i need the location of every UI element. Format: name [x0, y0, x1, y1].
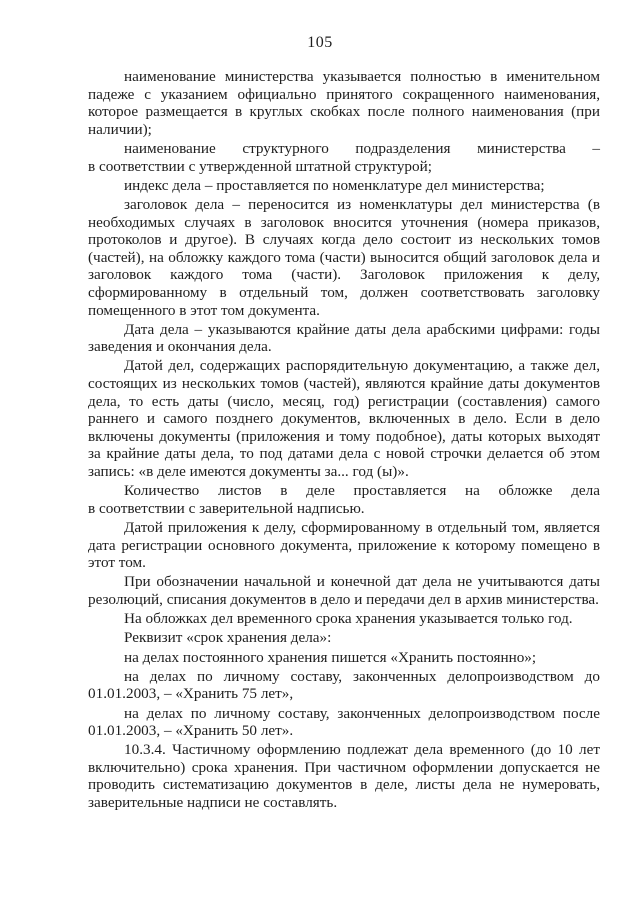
paragraph: в соответствии с заверительной надписью. [88, 499, 365, 517]
word: на [465, 482, 480, 500]
word: листов [217, 482, 262, 500]
word: в [280, 482, 288, 500]
word: деле [306, 482, 335, 500]
paragraph: на делах по личному составу, законченных делопроизводством до 01.01.2003, – «Хранить 75 лет», [88, 667, 600, 703]
word: структурного [242, 139, 329, 157]
page-number: 105 [307, 34, 333, 51]
word: министерства [477, 139, 566, 157]
structural-unit-line [88, 140, 600, 158]
paragraph: 10.3.4. Частичному оформлению подлежат дела временного (до 10 лет включительно) срока хранения. При частичном оформлении допускается не проводить систематизацию документов в деле, листы дела не нумеровать, заверительные надписи не составлять. [88, 741, 600, 812]
paragraph: Датой дел, содержащих распорядительную документацию, а также дел, состоящих из нескольких томов (частей), являются крайние даты документов дела, то есть даты (число, месяц, год) регистрации (составления) самого раннего и самого позднего документов, включенных в дело. Если в дело включены документы (приложения и тому подобное), даты которых выходят за крайние даты дела, то под датами дела с новой строчки делается об этом запись: «в деле имеются документы за... год (ы)». [88, 357, 600, 481]
word: Количество [124, 482, 200, 500]
paragraph: При обозначении начальной и конечной дат дела не учитываются даты резолюций, списания документов в дело и передачи дел в архив министерства. [88, 573, 600, 608]
word: проставляется [353, 482, 447, 500]
paragraph: на делах постоянного хранения пишется «Хранить постоянно»; [124, 648, 537, 666]
word: дела [571, 482, 600, 500]
paragraph: наименование министерства указывается полностью в именительном падеже с указанием официально принятого сокращенного наименования, которое размещается в круглых скобках после полного наименования (при наличии); [88, 68, 600, 138]
document-body [88, 68, 600, 813]
word: наименование [124, 139, 216, 157]
paragraph: Реквизит «срок хранения дела»: [124, 629, 332, 647]
paragraph: Датой приложения к делу, сформированному в отдельный том, является дата регистрации основного документа, приложение к которому помещено в этот том. [88, 519, 600, 572]
word: обложке [498, 482, 553, 500]
paragraph: На обложках дел временного срока хранения указывается только год. [124, 610, 573, 628]
word: подразделения [355, 139, 451, 157]
paragraph: индекс дела – проставляется по номенклатуре дел министерства; [124, 176, 545, 194]
word: – [592, 139, 600, 157]
paragraph: в соответствии с утвержденной штатной структурой; [88, 157, 432, 175]
paragraph: заголовок дела – переносится из номенклатуры дел министерства (в необходимых случаях в заголовок вносится уточнения (номера приказов, протоколов и другое). В случаях когда дело состоит из нескольких томов (частей), на обложку каждого тома (части) выносится общий заголовок дела и заголовок каждого тома (части). Заголовок приложения к делу, сформированному в отдельный том, должен соответствовать заголовку помещенного в этот том документа. [88, 195, 600, 319]
paragraph: Дата дела – указываются крайние даты дела арабскими цифрами: годы заведения и окончания дела. [88, 320, 600, 356]
paragraph: на делах по личному составу, законченных делопроизводством после 01.01.2003, – «Хранить 50 лет». [88, 704, 600, 740]
sheet-count-line [88, 482, 600, 500]
